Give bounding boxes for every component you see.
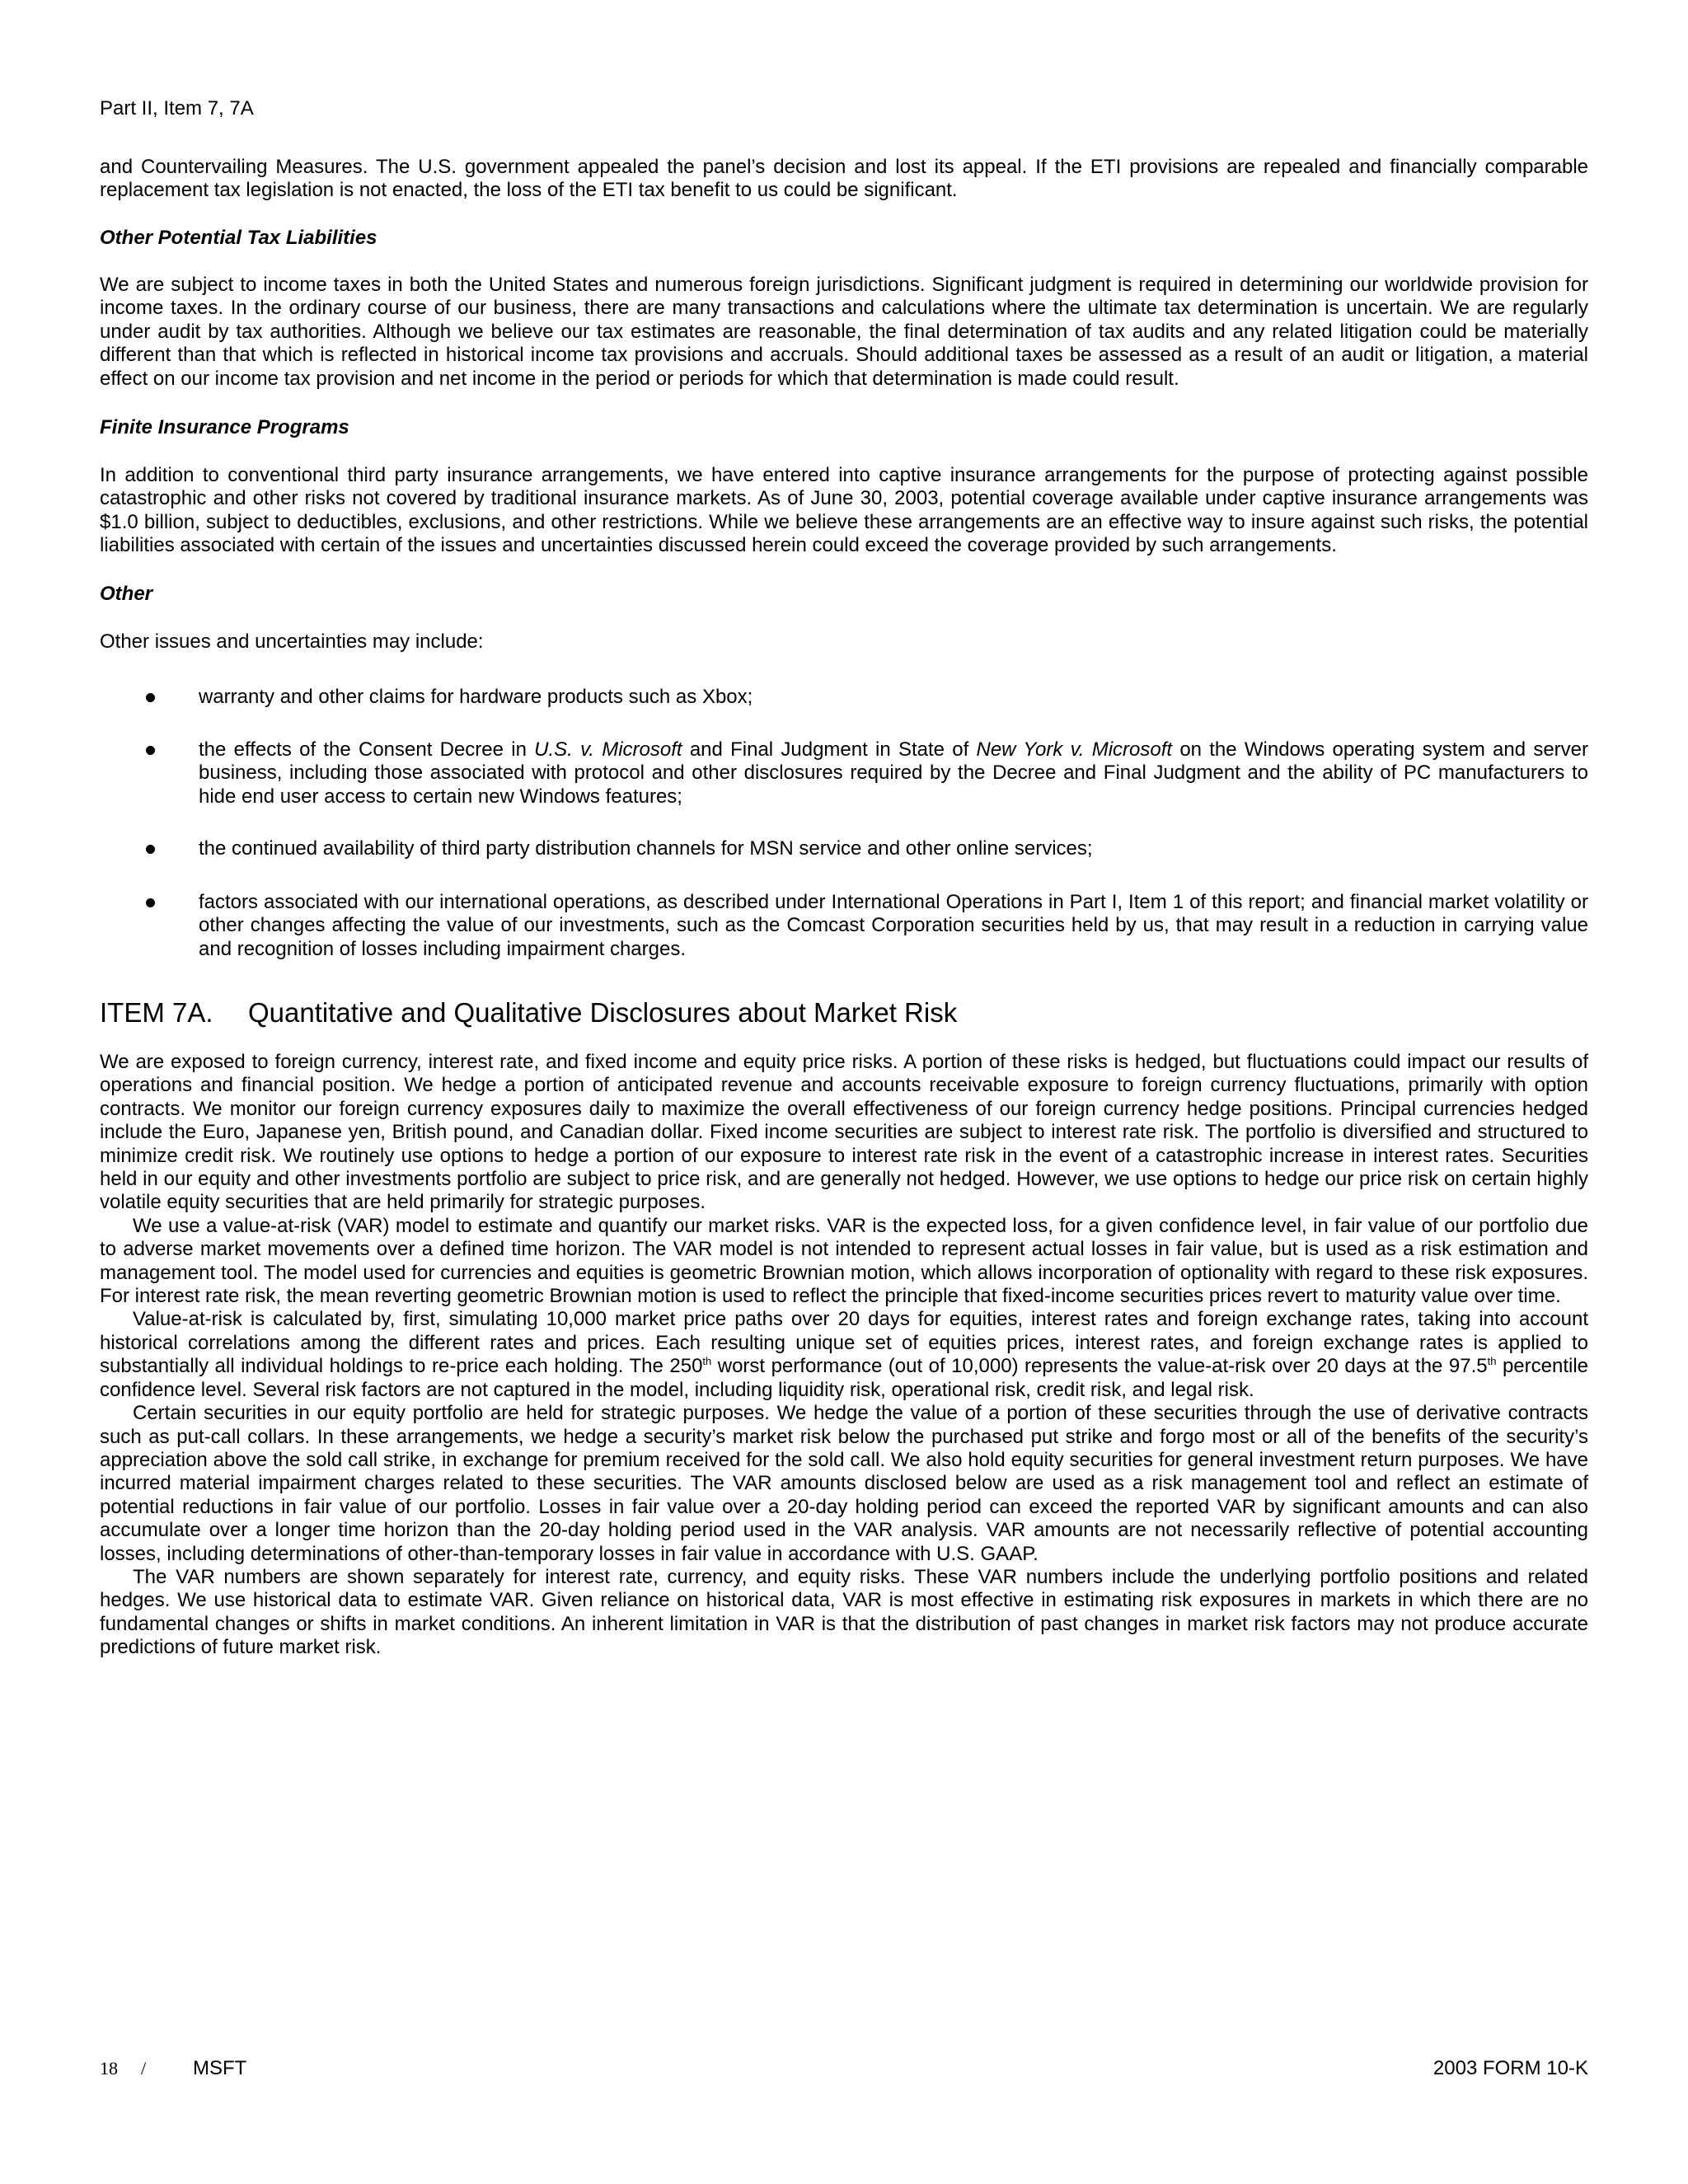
- bullet-icon: [146, 898, 155, 907]
- item-number: ITEM 7A.: [100, 997, 213, 1028]
- market-risk-p5: The VAR numbers are shown separately for interest rate, currency, and equity risks. These VAR numbers include the underlying portfolio positions and related hedges. We use historical data to estimate VAR. Given reliance on historical data, VAR is most effective in estimating risk exposures in markets in which there are no fundamental changes or shifts in market conditions. An inherent limitation in VAR is that the distribution of past changes in market risk factors may not produce accurate predictions of future market risk.: [100, 1565, 1588, 1659]
- issues-list-4: [100, 891, 1588, 961]
- item-title: Quantitative and Qualitative Disclosures about Market Risk: [248, 997, 958, 1028]
- bullet-icon: [146, 693, 155, 702]
- issues-list: [100, 686, 1588, 709]
- list-item: the effects of the Consent Decree in U.S. v. Microsoft and Final Judgment in State of New York v. Microsoft on the Windows operating system and server business, including those associated with protocol and other disclosures required by the Decree and Final Judgment and the ability of PC manufacturers to hide end user access to certain new Windows features;: [100, 738, 1588, 808]
- market-risk-p4: Certain securities in our equity portfolio are held for strategic purposes. We hedge the value of a portion of these securities through the use of derivative contracts such as put-call collars. In these arrangements, we hedge a security’s market risk below the purchased put strike and forgo most or all of the benefits of the security’s appreciation above the sold call strike, in exchange for premium received for the sold call. We also hold equity securities for general investment return purposes. We have incurred material impairment charges related to these securities. The VAR amounts disclosed below are used as a risk management tool and reflect an estimate of potential reductions in fair value of our portfolio. Losses in fair value over a 20-day holding period can exceed the reported VAR by significant amounts and can also accumulate over a longer time horizon than the 20-day holding period used in the VAR analysis. VAR amounts are not necessarily reflective of potential accounting losses, including determinations of other-than-temporary losses in fair value in accordance with U.S. GAAP.: [100, 1402, 1588, 1565]
- list-item: factors associated with our international operations, as described under International Operations in Part I, Item 1 of this report; and financial market volatility or other changes affecting the value of our investments, such as the Comcast Corporation securities held by us, that may result in a reduction in carrying value and recognition of losses including impairment charges.: [100, 891, 1588, 961]
- footer-separator: /: [141, 2058, 147, 2079]
- tax-paragraph: We are subject to income taxes in both the United States and numerous foreign jurisdictions. Significant judgment is required in determining our worldwide provision for income taxes. In the ordinary course of our business, there are many transactions and calculations where the ultimate tax determination is uncertain. We are regularly under audit by tax authorities. Although we believe our tax estimates are reasonable, the final determination of tax audits and any related litigation could be materially different than that which is reflected in historical income tax provisions and accruals. Should additional taxes be assessed as a result of an audit or litigation, a material effect on our income tax provision and net income in the period or periods for which that determination is made could result.: [100, 274, 1588, 390]
- list-item: the continued availability of third party distribution channels for MSN service and other online services;: [100, 837, 1588, 860]
- other-intro: Other issues and uncertainties may include:: [100, 630, 484, 653]
- form-label: 2003 FORM 10-K: [1432, 2057, 1588, 2079]
- market-risk-p1: We are exposed to foreign currency, interest rate, and fixed income and equity price risks. A portion of these risks is hedged, but fluctuations could impact our results of operations and financial position. We hedge a portion of anticipated revenue and accounts receivable exposure to foreign currency fluctuations, primarily with option contracts. We monitor our foreign currency exposures daily to maximize the overall effectiveness of our foreign currency hedge positions. Principal currencies hedged include the Euro, Japanese yen, British pound, and Canadian dollar. Fixed income securities are subject to interest rate risk. The portfolio is diversified and structured to minimize credit risk. We routinely use options to hedge a portion of our exposure to interest rate risk in the event of a catastrophic increase in interest rates. Securities held in our equity and other investments portfolio are subject to price risk, and are generally not hedged. However, we use options to hedge our price risk on certain highly volatile equity securities that are held primarily for strategic purposes.: [100, 1051, 1588, 1214]
- market-risk-section: [100, 1051, 1588, 1660]
- heading-other-tax: Other Potential Tax Liabilities: [100, 227, 377, 249]
- company-ticker: MSFT: [193, 2057, 247, 2079]
- bullet-icon: [146, 746, 155, 755]
- page-header: Part II, Item 7, 7A: [100, 97, 254, 120]
- heading-other: Other: [100, 583, 153, 605]
- list-item: warranty and other claims for hardware products such as Xbox;: [100, 686, 1588, 709]
- heading-finite-insurance: Finite Insurance Programs: [100, 416, 349, 438]
- bullet-icon: [146, 845, 155, 854]
- market-risk-p2: We use a value-at-risk (VAR) model to estimate and quantify our market risks. VAR is the expected loss, for a given confidence level, in fair value of our portfolio due to adverse market movements over a defined time horizon. The VAR model is not intended to represent actual losses in fair value, but is used as a risk estimation and management tool. The model used for currencies and equities is geometric Brownian motion, which allows incorporation of optionality with regard to these risk exposures. For interest rate risk, the mean reverting geometric Brownian motion is used to reflect the principle that fixed-income securities prices revert to maturity value over time.: [100, 1214, 1588, 1308]
- finite-paragraph: In addition to conventional third party insurance arrangements, we have entered into captive insurance arrangements for the purpose of protecting against possible catastrophic and other risks not covered by traditional insurance markets. As of June 30, 2003, potential coverage available under captive insurance arrangements was $1.0 billion, subject to deductibles, exclusions, and other restrictions. While we believe these arrangements are an effective way to insure against such risks, the potential liabilities associated with certain of the issues and uncertainties discussed herein could exceed the coverage provided by such arrangements.: [100, 464, 1588, 557]
- page-number: 18: [100, 2058, 118, 2079]
- issues-list-3: [100, 837, 1588, 860]
- market-risk-p3: Value-at-risk is calculated by, first, simulating 10,000 market price paths over 20 days for equities, interest rates and foreign exchange rates, taking into account historical correlations among the different rates and prices. Each resulting unique set of equities prices, interest rates, and foreign exchange rates is applied to substantially all individual holdings to re-price each holding. The 250th worst performance (out of 10,000) represents the value-at-risk over 20 days at the 97.5th percentile confidence level. Several risk factors are not captured in the model, including liquidity risk, operational risk, credit risk, and legal risk.: [100, 1308, 1589, 1401]
- issues-list-2: [100, 738, 1588, 808]
- item-7a-heading: [100, 996, 957, 1029]
- intro-paragraph: and Countervailing Measures. The U.S. government appealed the panel’s decision and lost its appeal. If the ETI provisions are repealed and financially comparable replacement tax legislation is not enacted, the loss of the ETI tax benefit to us could be significant.: [100, 156, 1588, 202]
